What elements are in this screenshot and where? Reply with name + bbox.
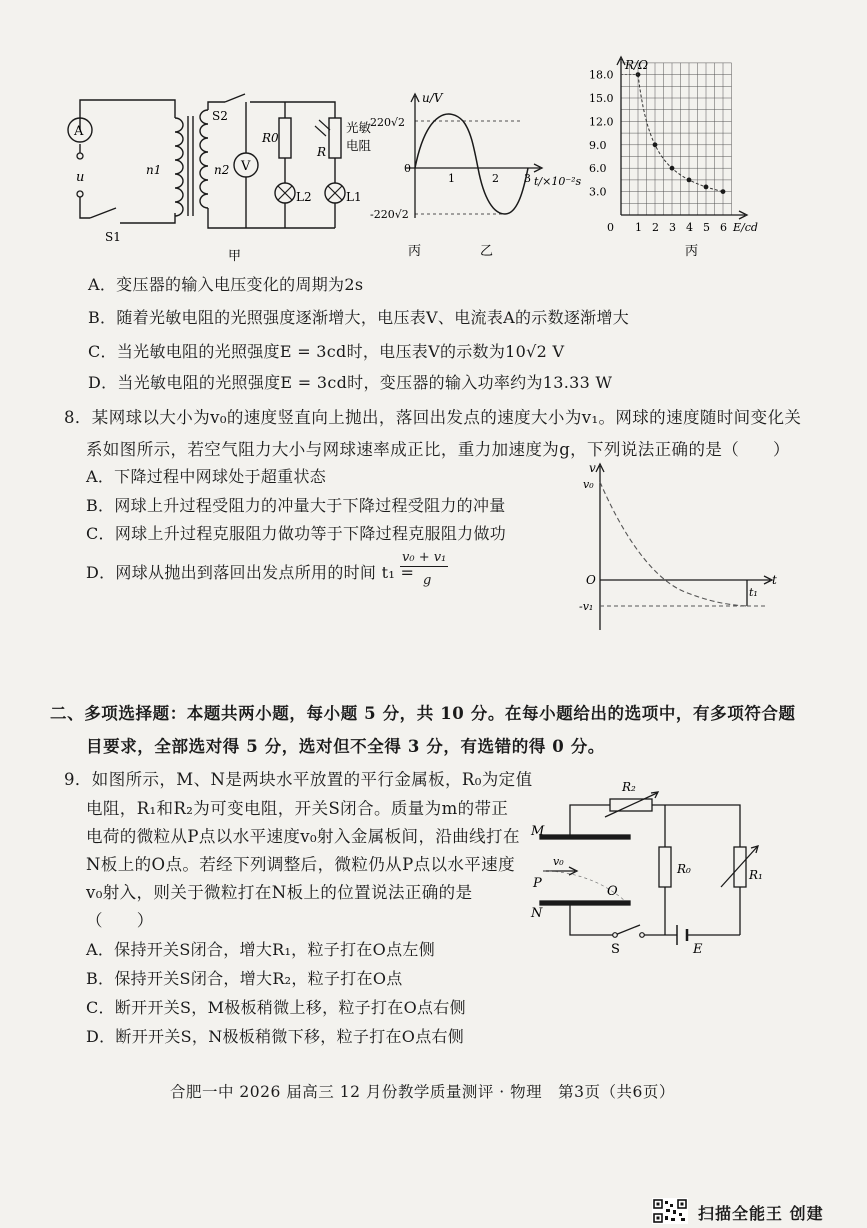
bing-xtick-label: 5 (703, 221, 710, 234)
yi-xtick-1: 1 (448, 172, 455, 185)
bing-data-point (687, 178, 692, 183)
section2-heading-line2: 目要求，全部选对得 5 分，选对但不全得 3 分，有选错的得 0 分。 (86, 737, 605, 756)
yi-xtick-3: 3 (524, 172, 531, 185)
q7-option-b: B．随着光敏电阻的光照强度逐渐增大，电压表V、电流表A的示数逐渐增大 (88, 308, 630, 327)
ldr-r-label: R (317, 145, 327, 159)
q8-graph-origin: O (586, 573, 596, 587)
q9-stem-line5: v₀射入，则关于微粒打在N板上的位置说法正确的是 (86, 883, 473, 902)
switch-s1-label: S1 (105, 230, 121, 244)
bing-grid (621, 63, 732, 215)
q9-stem-line1: 9．如图所示，M、N是两块水平放置的平行金属板，R₀为定值 (64, 770, 533, 789)
qr-code-icon (652, 1198, 688, 1224)
q7-option-c: C．当光敏电阻的光照强度E = 3cd时，电压表V的示数为10√2 V (88, 342, 565, 361)
figure-yi-sine (370, 88, 595, 263)
bing-ytick-label: 9.0 (589, 138, 607, 152)
bing-ytick-label: 6.0 (589, 162, 607, 176)
bing-xtick-label: 1 (635, 221, 642, 234)
q9-v0-label: v₀ (553, 855, 564, 868)
q9-plate-m-label: M (531, 824, 545, 839)
figure-jia-caption: 甲 (228, 249, 242, 264)
yi-ytick-top: 220√2 (370, 116, 406, 129)
coil-n2-label: n2 (214, 163, 230, 177)
yi-ylabel: u/V (422, 91, 443, 105)
bing-xtick-label: 6 (720, 221, 727, 234)
q8-option-d-denominator: g (423, 573, 432, 588)
figure-bing-caption: 丙 (685, 244, 699, 259)
bing-data-point (704, 185, 709, 190)
yi-xlabel: t/×10⁻²s (534, 175, 582, 188)
figure-jia-circuit (60, 88, 390, 268)
yi-origin: 0 (404, 162, 411, 175)
yi-ytick-bottom: -220√2 (370, 208, 409, 221)
input-voltage-label: u (76, 170, 85, 185)
bing-xlabel: E/cd (733, 221, 758, 234)
bing-data-point (721, 189, 726, 194)
q9-option-a: A．保持开关S闭合，增大R₁，粒子打在O点左侧 (86, 940, 435, 959)
q8-graph-t-label: t (772, 573, 777, 587)
bing-ytick-label: 12.0 (589, 115, 614, 129)
lamp-l2-label: L2 (296, 190, 312, 204)
q9-option-c: C．断开开关S，M极板稍微上移，粒子打在O点右侧 (86, 998, 466, 1017)
section2-heading-line1: 二、多项选择题：本题共两小题，每小题 5 分，共 10 分。在每小题给出的选项中，有多项符合题 (50, 704, 796, 723)
q7-option-d: D．当光敏电阻的光照强度E = 3cd时，变压器的输入功率约为13.33 W (88, 373, 613, 392)
ammeter-symbol: A (74, 124, 84, 139)
q9-switch-s-label: S (611, 942, 620, 957)
q8-option-b: B．网球上升过程受阻力的冲量大于下降过程受阻力的冲量 (86, 496, 506, 515)
bing-xtick-label: 4 (686, 221, 693, 234)
bing-origin: 0 (607, 221, 614, 234)
bing-ytick-label: 3.0 (589, 185, 607, 199)
page-footer: 合肥一中 2026 届高三 12 月份教学质量测评 · 物理 第3页（共6页） (170, 1083, 675, 1101)
bing-xtick-label: 2 (652, 221, 659, 234)
q8-stem-line1: 8．某网球以大小为v₀的速度竖直向上抛出，落回出发点的速度大小为v₁。网球的速度随时间变化关 (64, 408, 802, 427)
q8-graph-t1-label: t₁ (749, 586, 758, 599)
q8-option-a: A．下降过程中网球处于超重状态 (86, 467, 327, 486)
ldr-label-line2: 电阻 (346, 138, 372, 153)
q8-graph-v-label: v (589, 461, 596, 475)
bing-ytick-label: 18.0 (589, 68, 614, 82)
q9-r2-label: R₂ (622, 780, 636, 794)
ldr-label-line1: 光敏 (346, 120, 372, 135)
bing-ylabel: R/Ω (625, 58, 649, 72)
q9-r0-label: R₀ (677, 862, 691, 876)
q8-option-c: C．网球上升过程克服阻力做功等于下降过程克服阻力做功 (86, 524, 507, 543)
q9-option-d: D．断开开关S，N极板稍微下移，粒子打在O点右侧 (86, 1027, 465, 1046)
q8-graph-v0-label: v₀ (583, 478, 594, 491)
figure-bing-chart (585, 55, 785, 265)
q9-point-o-label: O (607, 884, 618, 899)
q9-circuit (525, 775, 790, 960)
q9-stem-line2: 电阻，R₁和R₂为可变电阻，开关S闭合。质量为m的带正 (86, 799, 509, 818)
resistor-r0-label: R0 (262, 131, 279, 145)
figure-yi-caption-left: 丙 (408, 244, 422, 259)
q8-velocity-curve (600, 482, 747, 606)
q9-point-p-label: P (533, 876, 542, 891)
sine-wave-curve (415, 114, 528, 214)
bing-xtick-label: 3 (669, 221, 676, 234)
q8-graph-neg-v1-label: -v₁ (579, 600, 594, 613)
lamp-l1-label: L1 (346, 190, 362, 204)
q9-stem-line4: N板上的O点。若经下列调整后，微粒仍从P点以水平速度 (86, 855, 515, 874)
q9-stem-line3: 电荷的微粒从P点以水平速度v₀射入金属板间，沿曲线打在 (86, 827, 520, 846)
yi-xtick-2: 2 (492, 172, 499, 185)
bing-data-point (653, 142, 658, 147)
q9-option-b: B．保持开关S闭合，增大R₂，粒子打在O点 (86, 969, 403, 988)
coil-n1-label: n1 (146, 163, 162, 177)
q8-option-d-prefix: D．网球从抛出到落回出发点所用的时间 t₁ = (86, 563, 415, 582)
q8-option-d-numerator: v₀ + v₁ (402, 550, 447, 565)
q9-plate-n-label: N (531, 906, 543, 921)
q9-battery-e-label: E (693, 942, 703, 957)
bing-data-point (670, 166, 675, 171)
voltmeter-symbol: V (241, 159, 251, 174)
bing-ytick-label: 15.0 (589, 92, 614, 105)
q8-stem-line2: 系如图所示，若空气阻力大小与网球速率成正比，重力加速度为g，下列说法正确的是（ ） (86, 440, 790, 459)
scanner-watermark-text: 扫描全能王 创建 (698, 1204, 824, 1223)
q9-r1-label: R₁ (749, 868, 763, 882)
q7-option-a: A．变压器的输入电压变化的周期为2s (88, 275, 364, 294)
figure-yi-caption: 乙 (480, 244, 494, 259)
q8-vt-graph (575, 460, 780, 635)
switch-s2-label: S2 (212, 109, 228, 123)
q9-stem-line6: （ ） (86, 911, 154, 930)
